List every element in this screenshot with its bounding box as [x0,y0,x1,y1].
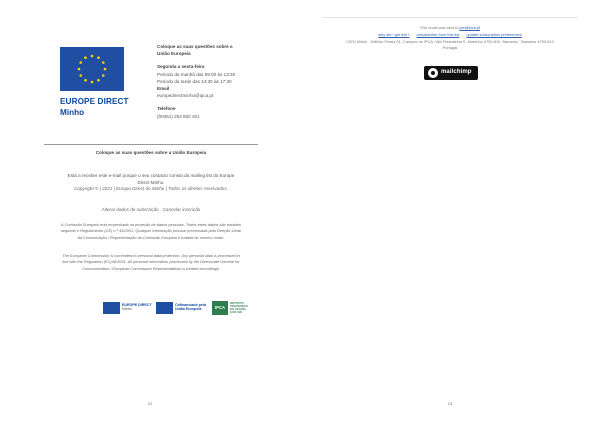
eu-stars-icon [60,47,124,91]
ipca-line1: INSTITUTO [230,302,244,305]
privacy-en-line1: The European Commission is committed to personal data protection. Any personal data is processed in [62,253,240,258]
email-label: Email [157,86,170,92]
cancel-subscription-link[interactable]: Cancelar inscrição [162,207,201,212]
hours-heading: Segunda a sexta-feira [157,64,205,70]
ipca-mark-icon: IPCA [212,301,228,315]
cofund-line2: União Europeia [175,307,202,312]
privacy-paragraph-pt [44,222,258,241]
eu-flag-icon [103,302,120,314]
page-right [300,0,600,424]
contact-heading-line2: União Europeia [157,51,191,57]
europe-direct-title: EUROPE DIRECT [60,97,129,106]
privacy-en-line3: Communication / European Commission Representations is treated accordingly. [82,265,220,271]
subscription-links [60,207,242,214]
phone-value: (00351) 253 802 201 [157,113,200,119]
eu-flag-logo [60,47,124,91]
privacy-paragraph-en [44,253,258,272]
copyright: Copyright © | 2021 | Europe Direct do Minho | Todos os direitos reservados. [74,186,228,192]
notice-line1: Está a receber este e-mail porque o seu contacto consta da mailing list do Europe [67,173,235,178]
page-number: 13 [447,401,453,406]
why-link[interactable]: why did I get this? [378,32,410,37]
ipca-line2: POLITÉCNICO [230,305,248,308]
ipca-line4: E DO AVE [230,311,243,314]
europe-direct-subtitle: Minho [60,108,85,117]
sent-prefix: This email was sent to [419,25,459,30]
recipient-email-link[interactable]: joe@ipca.pt [459,25,481,30]
logo-ed-title: EUROPE DIRECT [122,303,152,307]
hours-afternoon: Período da tarde das 14:30 às 17:30 [157,78,232,84]
mailchimp-label: mailchimp [441,69,472,75]
top-divider [322,17,578,18]
email-links [320,32,580,38]
postal-address: CIED Minho · Edifício Praxis 01, Campus do IPCA, Vila Frescainha S. Martinho 4750-810, Barcelos · Barcelos 4750-810 [346,39,554,44]
contact-block [157,43,277,120]
cofund-line1: Cofinanciado pela [175,303,206,307]
divider [44,144,258,145]
mailchimp-badge[interactable] [424,66,478,80]
eu-flag-icon [156,302,173,314]
logo-ed-sub: Minho [122,307,132,312]
mailing-notice [60,173,242,193]
privacy-pt-line2: segundo o Regulamento (CE) n.º 45/2001. Qualquer informação pessoal processada pela Direção-Geral [60,228,242,234]
privacy-en-line2: line with the Regulation (EC)45/2001. All personal information processed by the Directorate General for [62,259,240,265]
page-number: 12 [147,401,153,406]
change-subscription-link[interactable]: Alterar dados de subscrição [101,207,159,212]
hours-morning: Período da manhã das 09:00 às 13:30 [157,71,236,77]
unsubscribe-link[interactable]: unsubscribe from this list [416,32,460,37]
notice-line2: Direct Minho. [137,179,165,185]
email-value[interactable]: europedirectminho@ipca.pt [157,93,214,99]
update-preferences-link[interactable]: update subscription preferences [466,32,522,37]
section-title: Coloque as suas questões sobre a União Europeia [95,150,207,155]
contact-heading-line1: Coloque as suas questões sobre a [157,44,233,49]
privacy-pt-line1: A Comissão Europeia está empenhada na proteção de dados pessoais. Todos estes dados são tratados [61,222,241,227]
country: Portugal [442,45,458,50]
privacy-pt-line3: da Comunicação / Representação da Comissão Europeia é tratada do mesmo modo. [77,234,225,240]
sent-to-line [320,25,580,31]
mailchimp-icon [428,68,438,78]
ipca-line3: DO CÁVADO [230,308,246,311]
footer-logos [0,300,300,316]
phone-label: Telefone [157,106,176,112]
